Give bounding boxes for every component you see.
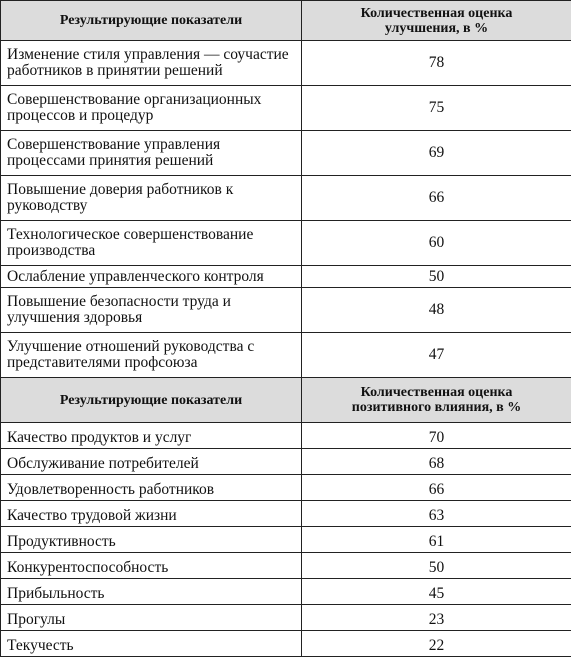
row-label: Обслуживание потребителей [1, 449, 302, 475]
table-row [1, 501, 571, 527]
row-label: Удовлетворенность работников [1, 475, 302, 501]
row-label: Изменение стиля управления — соучастие работников в принятии решений [1, 41, 302, 86]
row-value: 60 [302, 221, 571, 266]
table2-header-row [1, 378, 571, 423]
row-value: 47 [302, 333, 571, 378]
row-value: 50 [302, 553, 571, 579]
row-label: Повышение безопасности труда и улучшения здоровья [1, 288, 302, 333]
row-value: 48 [302, 288, 571, 333]
table-row [1, 475, 571, 501]
row-label: Качество продуктов и услуг [1, 423, 302, 449]
row-value: 66 [302, 475, 571, 501]
table-row [1, 41, 571, 86]
table-row [1, 288, 571, 333]
row-label: Продуктивность [1, 527, 302, 553]
row-label: Текучесть [1, 631, 302, 657]
table-row [1, 605, 571, 631]
row-value: 75 [302, 86, 571, 131]
table-row [1, 449, 571, 475]
row-label: Прогулы [1, 605, 302, 631]
table-row [1, 221, 571, 266]
table-row [1, 579, 571, 605]
row-value: 61 [302, 527, 571, 553]
row-value: 63 [302, 501, 571, 527]
row-label: Прибыльность [1, 579, 302, 605]
row-value: 66 [302, 176, 571, 221]
row-value: 22 [302, 631, 571, 657]
row-label: Совершенствование организационных процессов и процедур [1, 86, 302, 131]
table-row [1, 333, 571, 378]
table-row [1, 553, 571, 579]
row-value: 23 [302, 605, 571, 631]
row-value: 70 [302, 423, 571, 449]
row-label: Совершенствование управления процессами принятия решений [1, 131, 302, 176]
row-label: Конкурентоспособность [1, 553, 302, 579]
table-row [1, 131, 571, 176]
table-row [1, 86, 571, 131]
table-row [1, 631, 571, 657]
table2-header-indicators: Результирующие показатели [1, 378, 302, 423]
row-value: 45 [302, 579, 571, 605]
table-row [1, 527, 571, 553]
table1-header-improvement: Количественная оценка улучшения, в % [302, 1, 571, 41]
row-label: Улучшение отношений руководства с представителями профсоюза [1, 333, 302, 378]
row-label: Ослабление управленческого контроля [1, 266, 302, 288]
table2-header-positive-impact: Количественная оценка позитивного влияния, в % [302, 378, 571, 423]
table-row [1, 176, 571, 221]
row-label: Качество трудовой жизни [1, 501, 302, 527]
table-row [1, 266, 571, 288]
row-label: Повышение доверия работников к руководству [1, 176, 302, 221]
table1-header-row [1, 1, 571, 41]
row-value: 69 [302, 131, 571, 176]
row-value: 68 [302, 449, 571, 475]
table-row [1, 423, 571, 449]
row-value: 78 [302, 41, 571, 86]
row-value: 50 [302, 266, 571, 288]
row-label: Технологическое совершенствование производства [1, 221, 302, 266]
table1-header-indicators: Результирующие показатели [1, 1, 302, 41]
